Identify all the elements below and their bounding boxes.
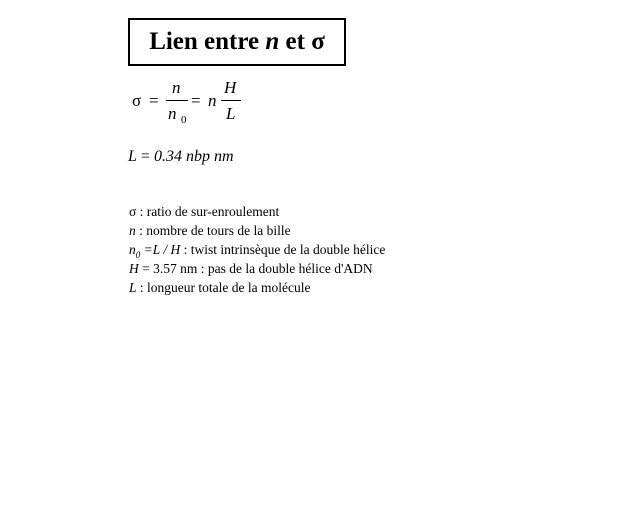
definition-sigma — [129, 202, 385, 221]
definition-text: : nombre de tours de la bille — [135, 223, 291, 238]
formula-equals: = — [149, 91, 159, 110]
length-equals: = — [136, 148, 154, 165]
title-prefix: Lien entre — [149, 28, 266, 55]
definition-formula: =L / H — [140, 242, 181, 257]
definition-text: = 3.57 nm : pas de la double hélice d'ADN — [138, 261, 373, 276]
length-equation — [128, 148, 234, 166]
definition-symbol: n — [129, 242, 136, 257]
formula-denominator-n: n — [168, 104, 177, 123]
formula-numerator-H: H — [224, 78, 237, 97]
formula-mult-n: n — [208, 91, 217, 110]
title-var-n: n — [265, 28, 280, 55]
definitions-list — [129, 202, 385, 297]
definition-n — [129, 221, 385, 240]
definition-text: : ratio de sur-enroulement — [136, 204, 280, 219]
title-middle: et — [279, 28, 312, 55]
definition-text: : twist intrinsèque de la double hélice — [180, 242, 386, 257]
definition-symbol: H — [129, 261, 139, 276]
slide-title — [128, 18, 346, 66]
length-value: 0.34 nbp nm — [153, 148, 234, 165]
title-sigma: σ — [311, 28, 325, 55]
definition-symbol: L — [129, 280, 137, 295]
length-var: L — [128, 148, 137, 165]
formula-denominator-L: L — [226, 104, 236, 123]
definition-symbol: σ — [129, 204, 137, 219]
formula-sigma: σ — [132, 91, 142, 110]
definition-H — [129, 259, 385, 278]
fraction-bar-1 — [166, 100, 188, 101]
definition-subscript: 0 — [135, 250, 141, 260]
formula-numerator-n: n — [172, 78, 181, 97]
definition-text: : longueur totale de la molécule — [136, 280, 311, 295]
definition-L — [129, 278, 385, 297]
definition-symbol: n — [129, 223, 136, 238]
formula-denominator-sub: 0 — [181, 114, 187, 126]
definition-n0 — [129, 240, 385, 259]
formula-equals-2: = — [191, 91, 201, 110]
fraction-bar-2 — [221, 100, 241, 101]
